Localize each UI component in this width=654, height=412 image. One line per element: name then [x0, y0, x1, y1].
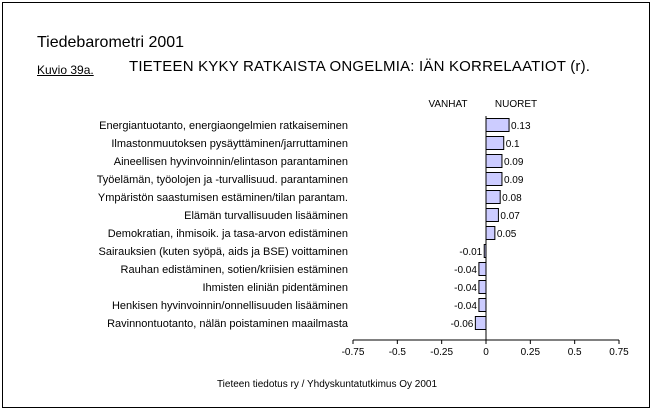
bar — [479, 263, 486, 276]
x-tick-label: -0.25 — [430, 347, 454, 358]
category-label: Rauhan edistäminen, sotien/kriisien estäminen — [120, 264, 348, 276]
data-label: 0.07 — [500, 211, 520, 222]
data-label: -0.04 — [454, 301, 477, 312]
legend-right-label: NUORET — [494, 99, 538, 110]
data-label: 0.05 — [496, 229, 517, 240]
bar — [475, 317, 486, 330]
data-label: -0.04 — [454, 265, 477, 276]
category-label: Sairauksien (kuten syöpä, aids ja BSE) voittaminen — [98, 246, 348, 258]
source-note: Tieteen tiedotus ry / Yhdyskuntatutkimus Oy 2001 — [216, 379, 438, 390]
data-label: 0.08 — [502, 193, 522, 204]
chart-frame — [2, 2, 650, 408]
category-label: Ravinnontuotanto, nälän poistaminen maailmasta — [107, 318, 348, 330]
data-label: -0.01 — [459, 247, 483, 258]
category-label: Elämän turvallisuuden lisääminen — [184, 210, 348, 222]
bar — [486, 155, 502, 168]
bar — [479, 299, 486, 312]
category-label: Henkisen hyvinvoinnin/onnellisuuden lisääminen — [111, 300, 348, 312]
category-label: Demokratian, ihmisoik. ja tasa-arvon edistäminen — [107, 228, 348, 240]
chart-title: TIETEEN KYKY RATKAISTA ONGELMIA: IÄN KORRELAATIOT (r). — [129, 58, 591, 75]
x-tick-label: -0.5 — [388, 347, 406, 358]
x-tick-label: 0.25 — [520, 347, 541, 358]
data-label: 0.1 — [505, 139, 520, 150]
data-label: 0.09 — [503, 175, 524, 186]
bar — [486, 173, 502, 186]
bar — [486, 209, 498, 222]
category-label: Ilmastonmuutoksen pysäyttäminen/jarruttaminen — [111, 138, 348, 150]
bar — [479, 281, 486, 294]
bar-chart — [3, 3, 651, 409]
data-label: -0.06 — [450, 319, 474, 330]
category-label: Ympäristön saastumisen estäminen/tilan parantam. — [97, 192, 348, 204]
x-tick-label: 0.75 — [609, 347, 629, 358]
page-title: Tiedebarometri 2001 — [37, 34, 185, 51]
category-label: Aineellisen hyvinvoinnin/elintason parantaminen — [113, 156, 348, 168]
data-label: 0.09 — [503, 157, 524, 168]
bar — [486, 119, 509, 132]
bar — [486, 227, 495, 240]
x-tick-label: 0 — [483, 347, 489, 358]
category-label: Energiantuotanto, energiaongelmien ratkaiseminen — [99, 120, 348, 132]
category-label: Ihmisten eliniän pidentäminen — [202, 282, 348, 294]
legend-left-label: VANHAT — [428, 99, 468, 110]
data-label: -0.04 — [454, 283, 477, 294]
x-tick-label: -0.75 — [341, 347, 365, 358]
data-label: 0.13 — [511, 121, 531, 132]
x-tick-label: 0.5 — [567, 347, 582, 358]
category-label: Työelämän, työolojen ja -turvallisuud. parantaminen — [96, 174, 348, 186]
figure-label: Kuvio 39a. — [37, 63, 94, 77]
bar — [486, 191, 500, 204]
bar — [486, 137, 504, 150]
